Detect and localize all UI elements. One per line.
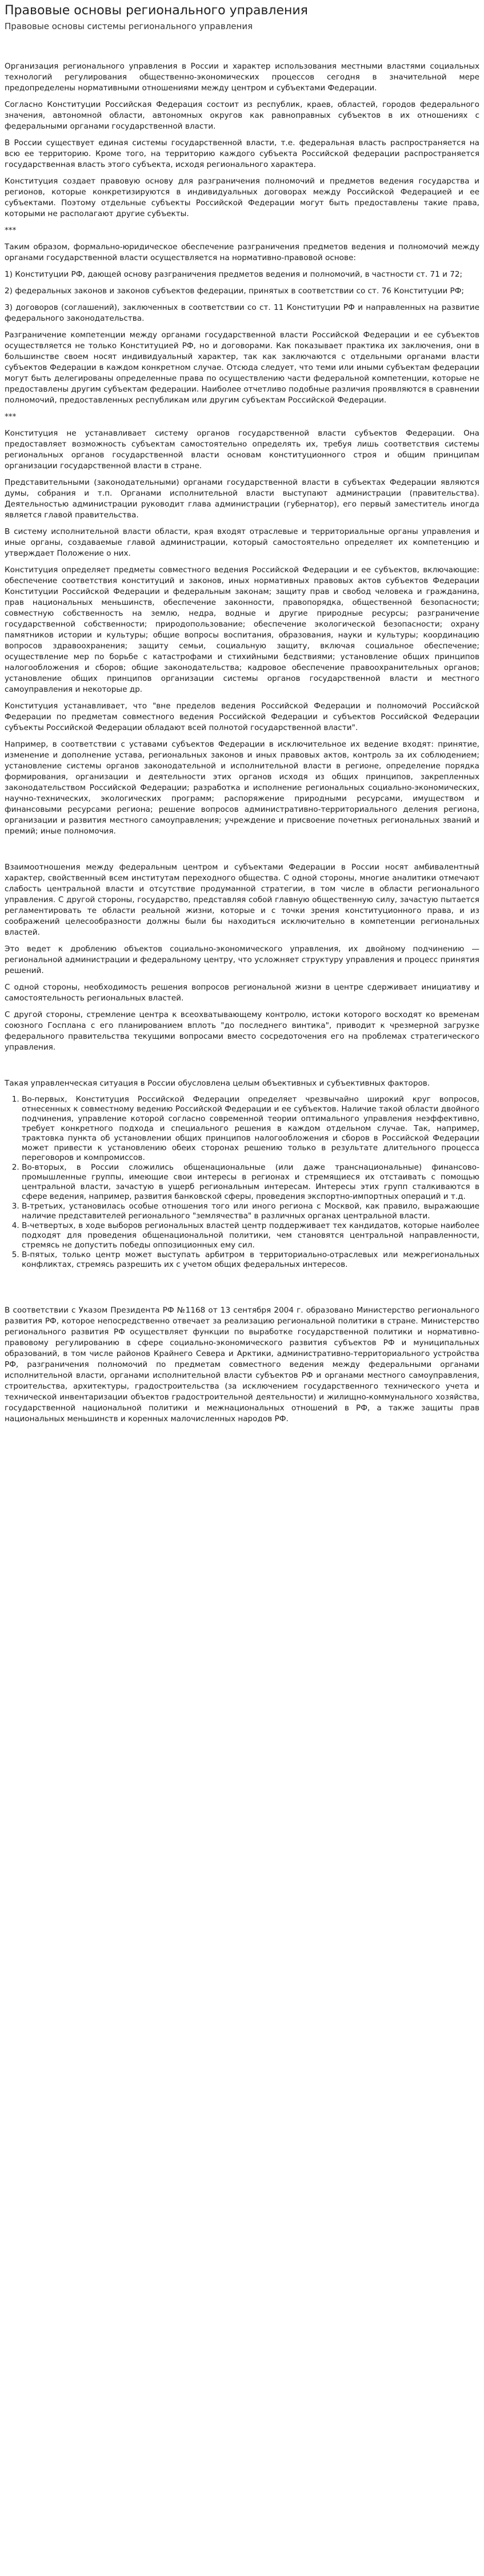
list-item: 5. В-пятых, только центр может выступать арбитром в территориально-отраслевых или межрегиональных конфликтах, стремясь разрешить их с учетом общих федеральных интересов. (22, 1250, 479, 1270)
paragraph: С другой стороны, стремление центра к всеохватывающему контролю, истоки которого восходят ко временам союзного Госплана с его планированием вплоть "до последнего винтика", приводит к чрезмерной загрузке федерального правительства текущими вопросами вместо сосредоточения его на проблемах стратегического управления. (5, 1010, 479, 1052)
page-title: Правовые основы регионального управления (5, 3, 308, 18)
section-separator: *** (5, 226, 17, 235)
factors-list (5, 1095, 479, 1270)
list-item: 3. В-третьих, установилась особые отношения того или иного региона с Москвой, как правило, выражающие наличие представителей регионального "землячества" в различных органах центральной власти. (22, 1202, 479, 1221)
paragraph: Такая управленческая ситуация в России обусловлена целым объективных и субъективных факторов. (5, 1079, 430, 1088)
paragraph: Разграничение компетенции между органами государственной власти Российской Федерации и ее субъектов осуществляется не только Конституцией РФ, но и договорами. Как показывает практика их заключения, они в большинстве своем носят индивидуальный характер, так как заключаются с отдельными органами власти субъектов Федерации в каждом конкретном случае. Отсюда следует, что теми или иными субъектам федерации могут быть делегированы определенные права по осуществлению части федеральной компетенции, которые не предоставлены другим субъектам федерации. Наиболее отчетливо подобные различия проявляются в сравнении полномочий, предоставленных республикам или другим субъектам Российской Федерации. (5, 330, 479, 405)
list-item: 2. Во-вторых, в России сложились общенациональные (или даже транснациональные) финансово-промышленные группы, имеющие свои интересы в регионах и стремящиеся их отстаивать с помощью центральной власти, зачастую в ущерб региональным интересам. Интересы этих групп сталкиваются в сфере ведения, например, развития банковской сферы, проведения экспортно-импортных операций и т.д. (22, 1163, 479, 1202)
paragraph: Таким образом, формально-юридическое обеспечение разграничения предметов ведения и полномочий между органами государственной власти осуществляется на нормативно-правовой основе: (5, 242, 479, 262)
paragraph: Например, в соответствии с уставами субъектов Федерации в исключительное их ведение входят: принятие, изменение и дополнение устава, региональных законов и иных правовых актов, контроль за их соблюдением; установление системы органов законодательной и исполнительной власти в регионе, определение порядка формирования, организации и деятельности этих органов исходя из общих принципов, закрепленных законодательством Российской Федерации; разработка и исполнение региональных социально-экономических, научно-технических, экологических программ; распоряжение природными ресурсами, имуществом и финансовыми ресурсами региона; решение вопросов административно-территориального деления региона, организации и развития местного самоуправления; учреждение и присвоение почетных региональных званий и премий; иные полномочия. (5, 740, 479, 836)
paragraph: В России существует единая системы государственной власти, т.е. федеральная власть распространяется на всю ее территорию. Кроме того, на территорию каждого субъекта Российской федерации распространяется государственная власть этого субъекта, исходя регионального характера. (5, 138, 479, 169)
page-subtitle: Правовые основы системы регионального управления (5, 21, 253, 31)
paragraph: Конституция создает правовую основу для разграничения полномочий и предметов ведения государства и регионов, которые конкретизируются в индивидуальных договорах между Российской Федерацией и ее субъектами. Поэтому отдельные субъекты Российской Федерации могут быть предоставлены такие права, которыми не располагают другие субъекты. (5, 177, 479, 218)
paragraph: 2) федеральных законов и законов субъектов федерации, принятых в соответствии со ст. 76 Конституции РФ; (5, 286, 465, 296)
paragraph: Конституция не устанавливает систему органов государственной власти субъектов Федерации. Она предоставляет возможность субъектам самостоятельно определять их, требуя лишь соответствия системы региональных органов государственной власти основам конституционного строя и общим принципам организации государственной власти в стране. (5, 429, 479, 470)
paragraph: В соответствии с Указом Президента РФ №1168 от 13 сентября 2004 г. образовано Министерство регионального развития РФ, которое непосредственно отвечает за реализацию региональной политики в стране. Министерство регионального развития РФ осуществляет функции по выработке государственной политики и нормативно-правовому регулированию в сфере социально-экономического развития субъектов РФ и муниципальных образований, в том числе районов Крайнего Севера и Арктики, административно-территориального устройства РФ, разграничения полномочий по предметам совместного ведения между федеральными органами исполнительной власти, органами исполнительной власти субъектов РФ и органами местного самоуправления, строительства, архитектуры, градостроительства (за исключением государственного технического учета и технической инвентаризации объектов градостроительной деятельности) и жилищно-коммунального хозяйства, государственной национальной политики и межнациональных отношений в РФ, а также защиты прав национальных меньшинств и коренных малочисленных народов РФ. (5, 1306, 479, 1423)
paragraph: Конституция определяет предметы совместного ведения Российской Федерации и ее субъектов, включающие: обеспечение соответствия конституций и законов, иных нормативных правовых актов субъектов Федерации Конституции Российской Федерации и федеральным законам; защиту прав и свобод человека и гражданина, прав национальных меньшинств, обеспечение законности, правопорядка, общественной безопасности; совместную собственность на землю, недра, водные и другие природные ресурсы; разграничение государственной собственности; природопользование; обеспечение экологической безопасности; охрану памятников истории и культуры; общие вопросы воспитания, образования, науки и культуры; координацию вопросов здравоохранения; защиту семьи, социальную защиту, включая социальное обеспечение; осуществление мер по борьбе с катастрофами и стихийными бедствиями; установление общих принципов налогообложения и сборов; общие законодательства; кадровое обеспечение правоохранительных органов; установление общих принципов организации системы органов государственной власти и местного самоуправления и некоторые др. (5, 565, 479, 694)
paragraph: Это ведет к дроблению объектов социально-экономического управления, их двойному подчинению — региональной администрации и федеральному центру, что усложняет структуру управления и процесс принятия решений. (5, 944, 479, 975)
spacer (5, 843, 479, 862)
section-separator: *** (5, 412, 17, 421)
paragraph: Представительными (законодательными) органами государственной власти в субъектах Федерации являются думы, собрания и т.п. Органами исполнительной власти выступают администрации (правительства). Деятельностью администрации руководит глава администрации (губернатор), его первый заместитель иногда является главой правительства. (5, 478, 479, 520)
paragraph: 1) Конституции РФ, дающей основу разграничения предметов ведения и полномочий, в частности ст. 71 и 72; (5, 270, 463, 279)
paragraph: 3) договоров (соглашений), заключенных в соответствии со ст. 11 Конституции РФ и направленных на развитие федерального законодательства. (5, 303, 479, 323)
paragraph: Взаимоотношения между федеральным центром и субъектами Федерации в России носят амбивалентный характер, свойственный всем институтам переходного общества. С одной стороны, многие аналитики отмечают слабость центральной власти и отсутствие продуманной стратегии, в том числе в области регионального управления. С другой стороны, государство, представляя собой главную общественную силу, зачастую пытается регламентировать те области реальной жизни, которые и с точки зрения конституционного права, и из соображений целесообразности должны были бы находиться исключительно в компетенции региональных властей. (5, 863, 479, 937)
paragraph: Согласно Конституции Российская Федерация состоит из республик, краев, областей, городов федерального значения, автономной области, автономных округов как равноправных субъектов в их отношениях с федеральными органами государственной власти. (5, 100, 479, 131)
paragraph: Конституция устанавливает, что "вне пределов ведения Российской Федерации и полномочий Российской Федерации по предметам совместного ведения Российской Федерации и субъектов Российской Федерации субъекты Российской Федерации обладают всей полнотой государственной власти". (5, 701, 479, 732)
spacer (5, 1275, 479, 1305)
paragraph: Организация регионального управления в России и характер использования местными властями социальных технологий регулирования общественно-экономических процессов сегодня в значительной мере предопределены нормативными отношениями между центром и субъектами Федерации. (5, 62, 479, 93)
paragraph: В систему исполнительной власти области, края входят отраслевые и территориальные органы управления и иные органы, создаваемые главой администрации, который самостоятельно определяет их компетенцию и утверждает Положение о них. (5, 527, 479, 558)
paragraph: С одной стороны, необходимость решения вопросов региональной жизни в центре сдерживает инициативу и самостоятельность региональных властей. (5, 983, 479, 1003)
list-item: 4. В-четвертых, в ходе выборов региональных властей центр поддерживает тех кандидатов, которые наиболее подходят для проведения общенациональной политики, чем становятся центральной направленности, стремясь не допустить победы оппозиционных ему сил. (22, 1221, 479, 1250)
spacer (5, 1059, 479, 1078)
list-item: 1. Во-первых, Конституция Российской Федерации определяет чрезвычайно широкий круг вопросов, отнесенных к совместному ведению Российской Федерации и ее субъектов. Наличие такой области двойного подчинения, управление которой согласно современной теории оптимального управления неэффективно, требует конкретного подхода и специального решения в каждом отдельном случае. Так, например, трактовка пункта об установлении общих принципов налогообложения и сборов в Российской Федерации может привести к установлению обеих сторонах решению только в результате длительного процесса переговоров и компромиссов. (22, 1095, 479, 1163)
